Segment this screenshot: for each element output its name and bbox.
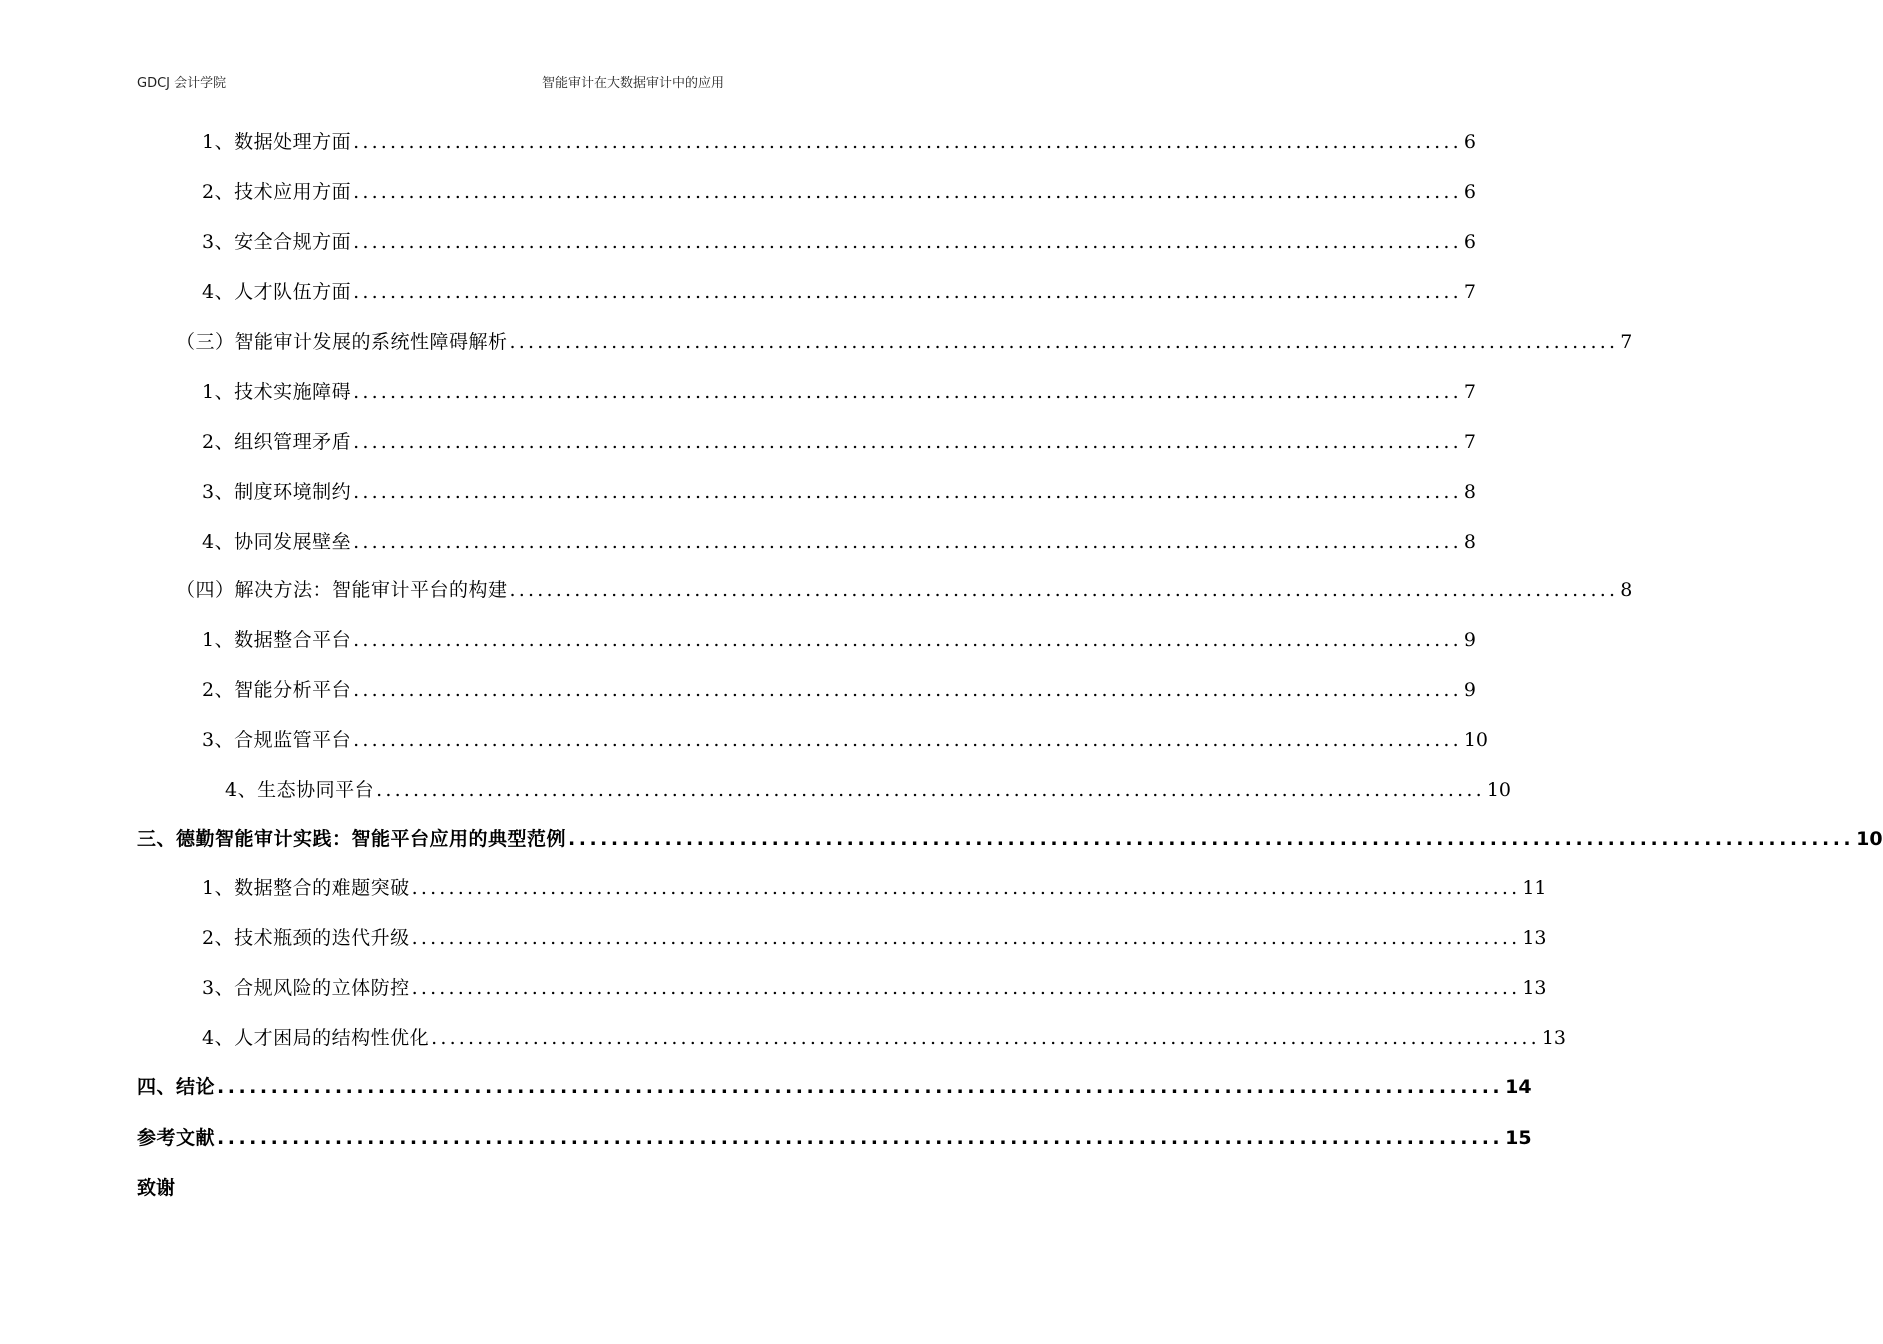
toc-leader: ........................................................................................................................ (353, 381, 1462, 403)
toc-entry[interactable] (202, 478, 1476, 506)
toc-entry-page: 10 (1463, 729, 1489, 751)
toc-entry-page: 9 (1463, 629, 1476, 651)
toc-entry-acknowledgement[interactable]: 致谢 (137, 1177, 176, 1199)
toc-entry[interactable] (202, 924, 1547, 952)
toc-entry-page: 13 (1522, 977, 1547, 999)
toc-leader: ........................................................................................................................ (353, 629, 1462, 651)
toc-leader: ........................................................................................................................ (411, 977, 1521, 999)
toc-leader: ........................................................................................................................ (509, 579, 1619, 601)
header-divider (137, 94, 851, 95)
toc-entry-page: 13 (1541, 1027, 1567, 1049)
toc-entry[interactable] (202, 278, 1476, 306)
toc-entry-title: 2、智能分析平台 (202, 679, 352, 701)
toc-entry-title: 1、数据整合平台 (202, 629, 352, 651)
toc-leader: ........................................................................................................................ (353, 431, 1462, 453)
toc-entry-page: 6 (1463, 131, 1476, 153)
header-title: 智能审计在大数据审计中的应用 (542, 76, 725, 91)
toc-entry-page: 9 (1463, 679, 1476, 701)
toc-leader: ........................................................................................................................ (353, 181, 1462, 203)
toc-entry-title: 2、组织管理矛盾 (202, 431, 352, 453)
toc-entry[interactable] (202, 228, 1476, 256)
toc-entry-page: 8 (1463, 531, 1476, 553)
toc-entry-title: 2、技术瓶颈的迭代升级 (202, 927, 410, 949)
toc-entry-page: 13 (1522, 927, 1547, 949)
toc-entry-title: 1、数据处理方面 (202, 131, 352, 153)
toc-leader: ........................................................................................................................ (376, 779, 1485, 801)
toc-leader: ........................................................................................................................ (411, 877, 1521, 899)
toc-entry-page: 6 (1463, 181, 1476, 203)
toc-entry[interactable] (202, 178, 1476, 206)
toc-entry-title: 3、制度环境制约 (202, 481, 352, 503)
toc-entry-page: 7 (1463, 431, 1476, 453)
toc-leader: ........................................................................................................................ (509, 331, 1619, 353)
toc-entry[interactable] (202, 378, 1476, 406)
toc-leader: ........................................................................................................................ (353, 131, 1462, 153)
toc-entry-title: 4、生态协同平台 (225, 779, 375, 801)
toc-entry[interactable] (202, 726, 1489, 754)
toc-entry-title: （三）智能审计发展的系统性障碍解析 (176, 331, 508, 353)
toc-entry-page: 7 (1463, 381, 1476, 403)
toc-entry-title: 参考文献 (137, 1127, 216, 1149)
toc-entry[interactable] (176, 576, 1633, 604)
toc-entry-page: 7 (1620, 331, 1633, 353)
toc-leader: ........................................................................................................................ (353, 531, 1462, 553)
toc-leader: ........................................................................................................................ (353, 231, 1462, 253)
toc-entry-page: 7 (1463, 281, 1476, 303)
toc-entry-page: 8 (1620, 579, 1633, 601)
toc-leader: ........................................................................................................................ (217, 1127, 1504, 1149)
header-school: GDCJ 会计学院 (137, 76, 227, 91)
toc-entry-page: 6 (1463, 231, 1476, 253)
toc-leader: ........................................................................................................................ (568, 828, 1855, 850)
toc-entry-page: 10 (1856, 828, 1883, 850)
toc-entry-title: 4、协同发展壁垒 (202, 531, 352, 553)
toc-entry-title: 3、合规风险的立体防控 (202, 977, 410, 999)
toc-leader: ........................................................................................................................ (353, 481, 1462, 503)
toc-entry-chapter[interactable] (137, 825, 1883, 853)
toc-entry[interactable] (176, 328, 1633, 356)
toc-entry[interactable] (202, 128, 1476, 156)
toc-entry-title: 1、数据整合的难题突破 (202, 877, 410, 899)
toc-leader: ........................................................................................................................ (431, 1027, 1540, 1049)
toc-entry-page: 8 (1463, 481, 1476, 503)
toc-entry-page: 10 (1486, 779, 1512, 801)
toc-entry[interactable] (225, 776, 1512, 804)
toc-entry[interactable] (202, 428, 1476, 456)
toc-leader: ........................................................................................................................ (353, 679, 1462, 701)
toc-entry[interactable] (202, 974, 1547, 1002)
toc-entry-title: 2、技术应用方面 (202, 181, 352, 203)
toc-entry-title: （四）解决方法：智能审计平台的构建 (176, 579, 508, 601)
toc-entry-title: 1、技术实施障碍 (202, 381, 352, 403)
toc-entry-page: 11 (1522, 877, 1547, 899)
toc-entry-chapter[interactable] (137, 1073, 1532, 1101)
toc-entry-title: 4、人才队伍方面 (202, 281, 352, 303)
toc-leader: ........................................................................................................................ (217, 1076, 1504, 1098)
toc-entry[interactable] (202, 874, 1547, 902)
toc-leader: ........................................................................................................................ (353, 281, 1462, 303)
toc-entry-title: 3、合规监管平台 (202, 729, 352, 751)
toc-entry[interactable] (202, 528, 1476, 556)
toc-entry-page: 15 (1505, 1127, 1532, 1149)
toc-entry[interactable] (202, 1024, 1567, 1052)
toc-entry-title: 四、结论 (137, 1076, 216, 1098)
toc-entry-title: 三、德勤智能审计实践：智能平台应用的典型范例 (137, 828, 567, 850)
toc-entry-page: 14 (1505, 1076, 1532, 1098)
toc-leader: ........................................................................................................................ (411, 927, 1521, 949)
toc-entry-title: 4、人才困局的结构性优化 (202, 1027, 430, 1049)
toc-entry[interactable] (202, 626, 1476, 654)
toc-entry-chapter[interactable] (137, 1124, 1532, 1152)
toc-leader: ........................................................................................................................ (353, 729, 1462, 751)
toc-entry-title: 3、安全合规方面 (202, 231, 352, 253)
toc-entry[interactable] (202, 676, 1476, 704)
